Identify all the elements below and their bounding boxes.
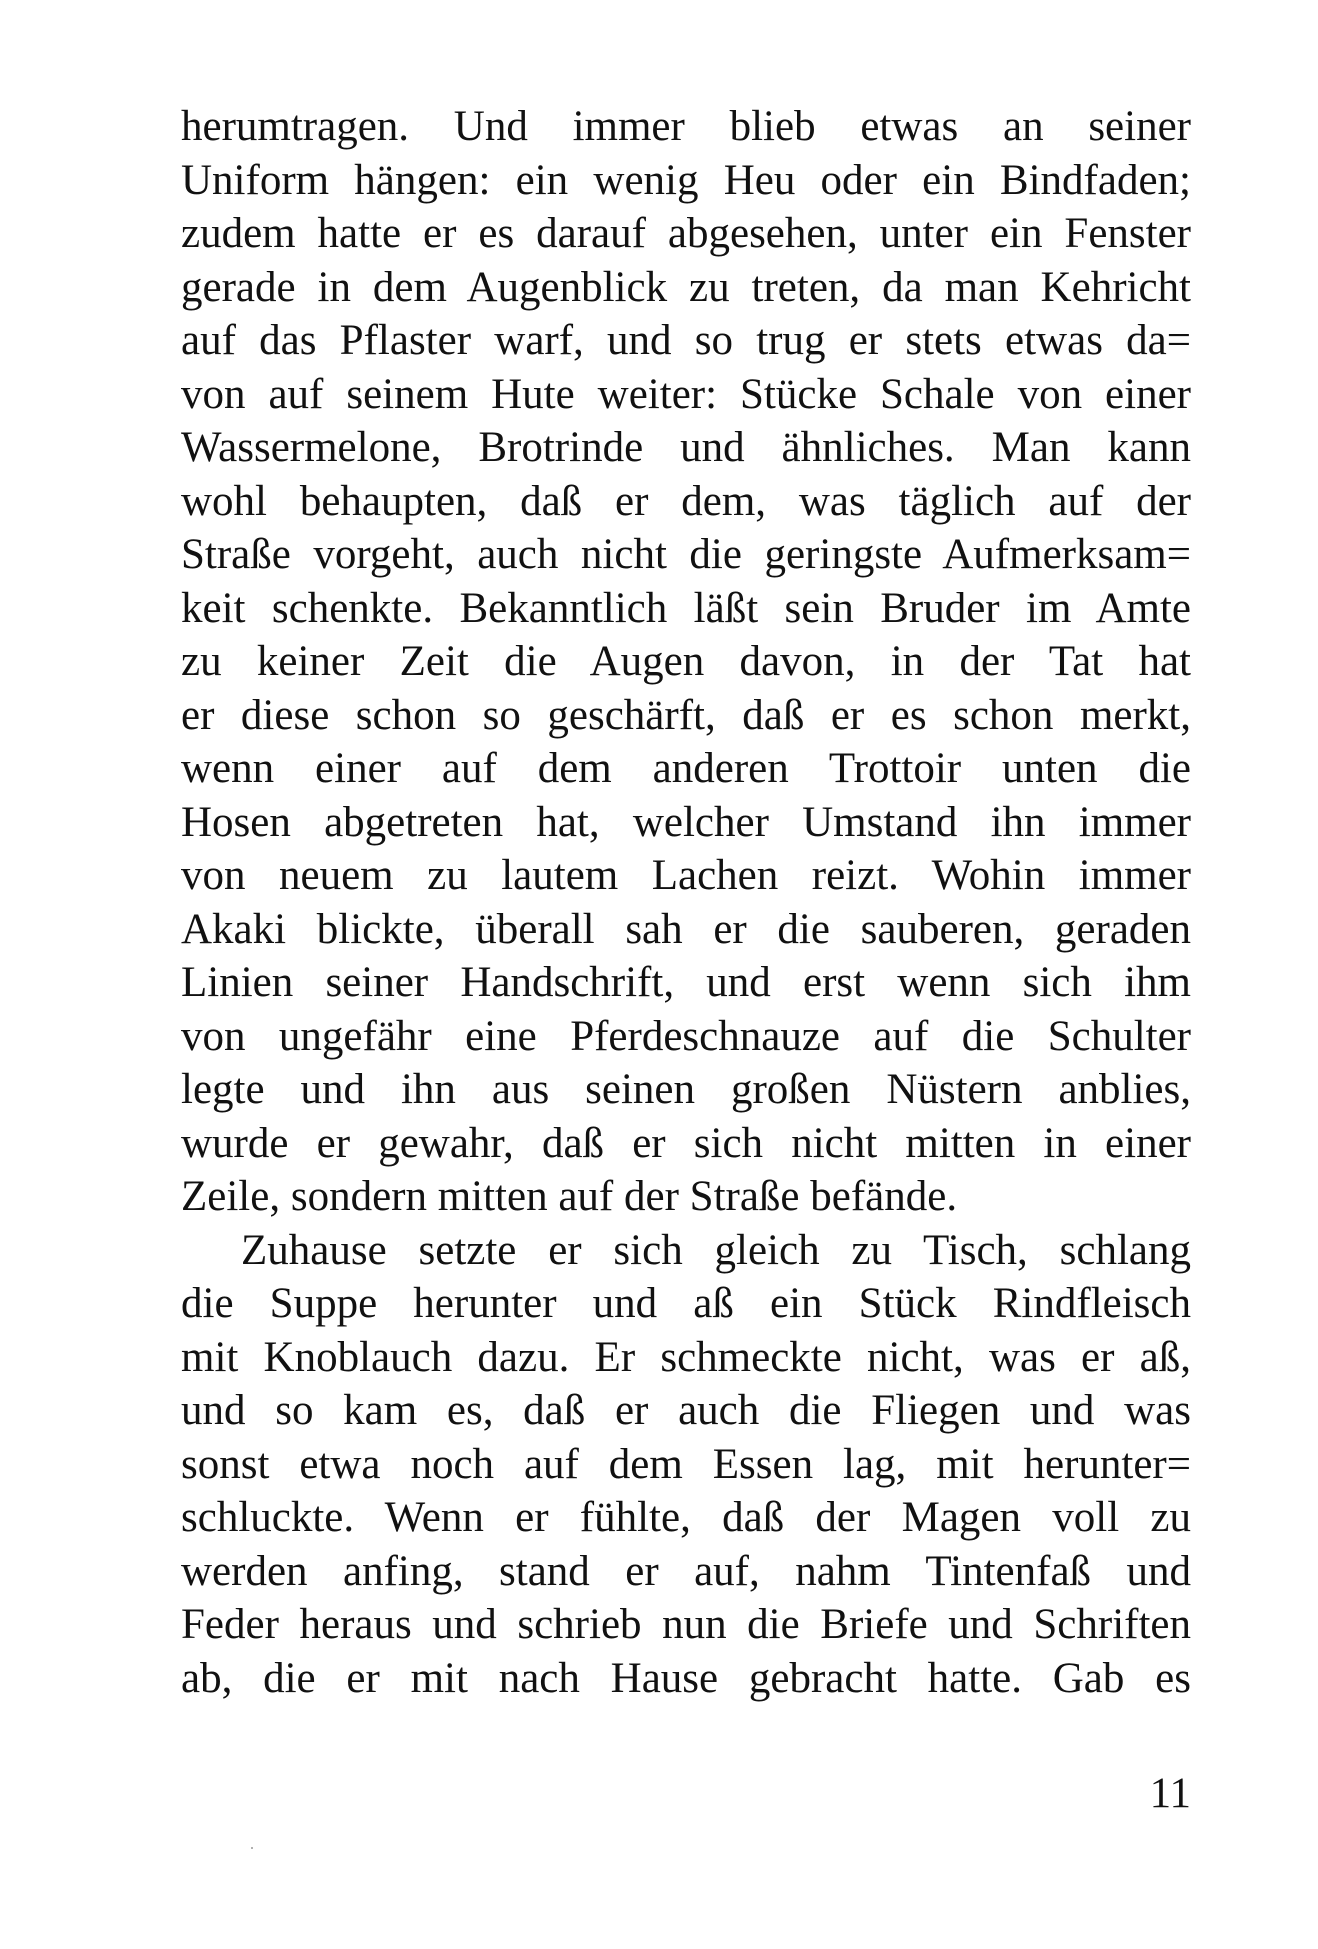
text-line-19: legte und ihn aus seinen großen Nüstern anblies, [181, 1066, 1191, 1113]
text-line-13: wenn einer auf dem anderen Trottoir unten die [181, 745, 1191, 792]
text-line-20: wurde er gewahr, daß er sich nicht mitten in einer [181, 1119, 1191, 1167]
page-number: 11 [1149, 1770, 1191, 1817]
text-line-29: Feder heraus und schrieb nun die Briefe und Schriften [181, 1601, 1191, 1648]
text-line-9: Straße vorgeht, auch nicht die geringste Aufmerksam= [181, 531, 1191, 578]
text-line-27: schluckte. Wenn er fühlte, daß der Magen voll zu [181, 1494, 1191, 1541]
text-line-4: gerade in dem Augenblick zu treten, da man Kehricht [181, 263, 1191, 311]
text-line-21: Zeile, sondern mitten auf der Straße befände. [181, 1173, 958, 1220]
text-line-3: zudem hatte er es darauf abgesehen, unter ein Fenster [181, 210, 1191, 257]
text-line-8: wohl behaupten, daß er dem, was täglich auf der [181, 477, 1191, 525]
text-line-22: Zuhause setzte er sich gleich zu Tisch, schlang [241, 1226, 1191, 1274]
text-line-1: herumtragen. Und immer blieb etwas an seiner [181, 103, 1191, 150]
scan-speck [251, 1847, 253, 1849]
text-line-18: von ungefähr eine Pferdeschnauze auf die Schulter [181, 1012, 1191, 1060]
text-line-26: sonst etwa noch auf dem Essen lag, mit herunter= [181, 1440, 1191, 1488]
text-line-6: von auf seinem Hute weiter: Stücke Schale von einer [181, 370, 1191, 418]
text-line-11: zu keiner Zeit die Augen davon, in der Tat hat [181, 638, 1191, 685]
text-line-15: von neuem zu lautem Lachen reizt. Wohin immer [181, 852, 1191, 899]
text-line-23: die Suppe herunter und aß ein Stück Rindfleisch [181, 1280, 1191, 1327]
text-line-25: und so kam es, daß er auch die Fliegen und was [181, 1387, 1191, 1434]
text-line-16: Akaki blickte, überall sah er die sauberen, geraden [181, 905, 1191, 953]
text-line-7: Wassermelone, Brotrinde und ähnliches. Man kann [181, 424, 1191, 471]
text-line-12: er diese schon so geschärft, daß er es schon merkt, [181, 691, 1191, 739]
text-line-10: keit schenkte. Bekanntlich läßt sein Bruder im Amte [181, 584, 1191, 632]
body-text [181, 100, 1191, 1705]
text-line-17: Linien seiner Handschrift, und erst wenn sich ihm [181, 959, 1191, 1006]
text-line-5: auf das Pflaster warf, und so trug er stets etwas da= [181, 317, 1191, 364]
text-line-14: Hosen abgetreten hat, welcher Umstand ihn immer [181, 798, 1191, 846]
text-line-28: werden anfing, stand er auf, nahm Tintenfaß und [181, 1547, 1191, 1595]
text-line-2: Uniform hängen: ein wenig Heu oder ein Bindfaden; [181, 156, 1191, 204]
text-line-30: ab, die er mit nach Hause gebracht hatte. Gab es [181, 1654, 1191, 1702]
text-line-24: mit Knoblauch dazu. Er schmeckte nicht, was er aß, [181, 1333, 1191, 1381]
